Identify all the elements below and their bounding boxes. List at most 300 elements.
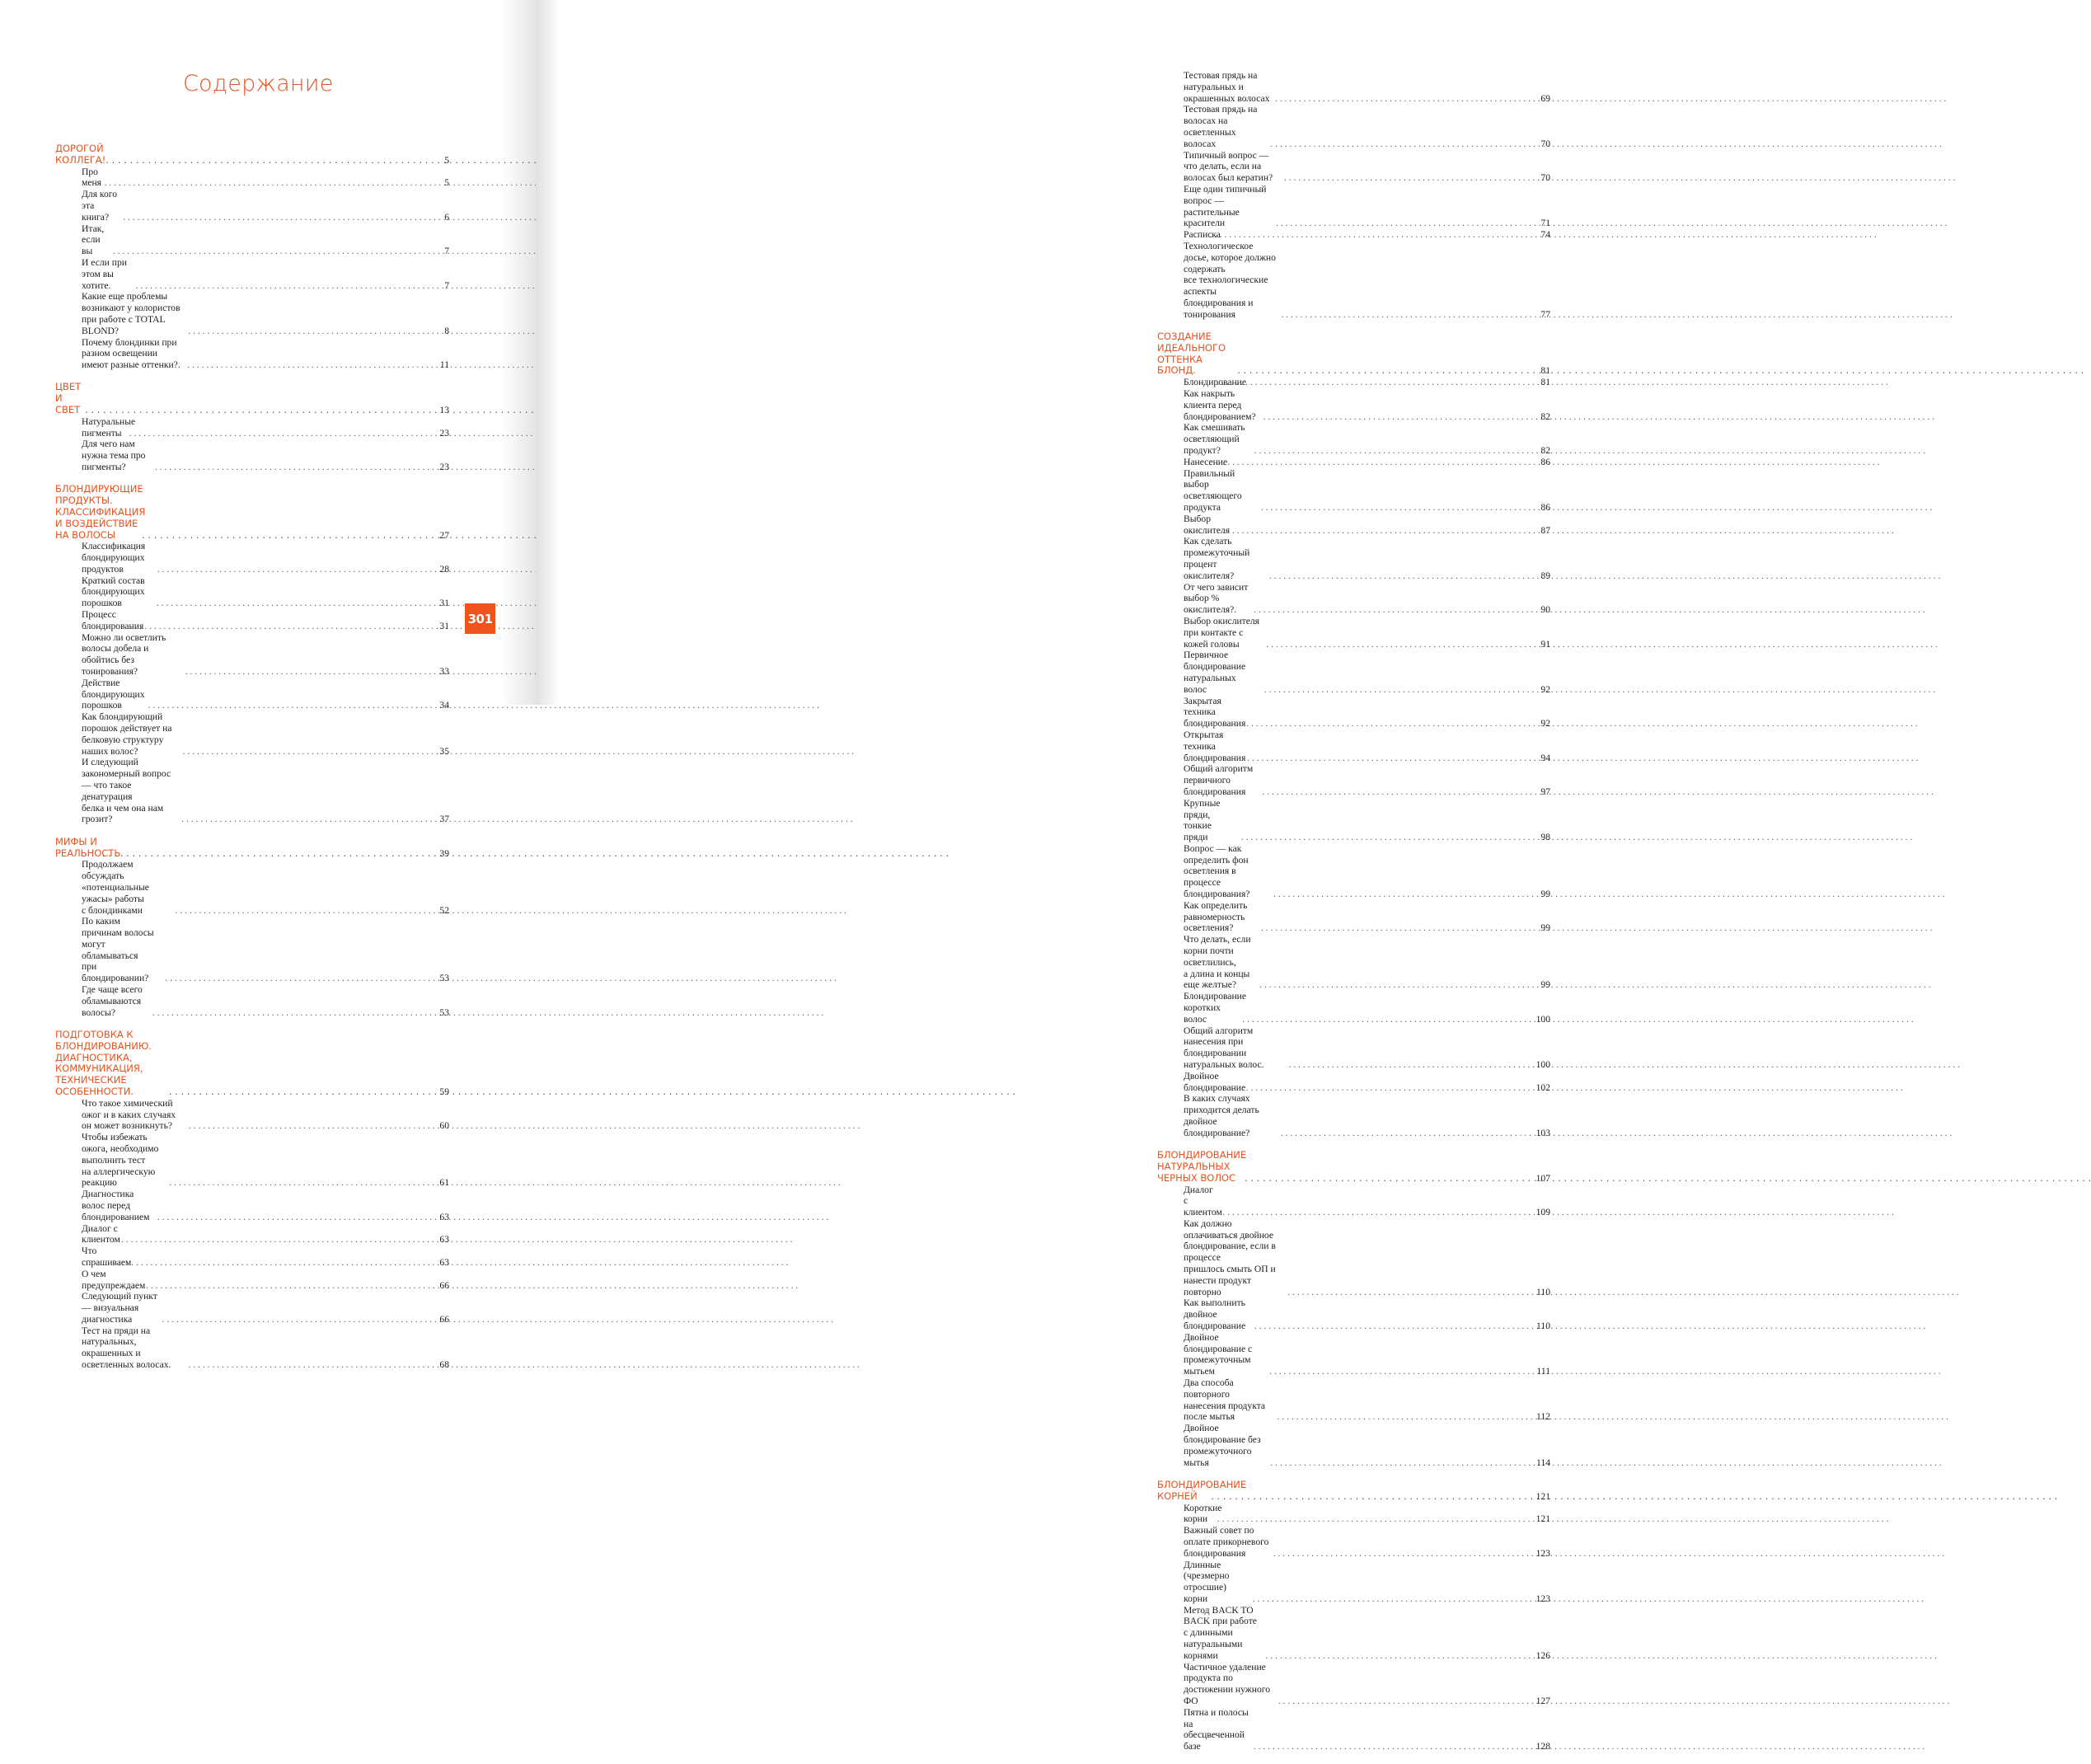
dot-leader: [118, 1234, 439, 1246]
entry-title-line: Про меня: [82, 166, 102, 189]
page-ref: 127: [1535, 1696, 1550, 1707]
entry-title-line: Натуральные пигменты: [82, 415, 136, 439]
entry-title: [1184, 377, 1247, 388]
dot-leader: [1258, 502, 1541, 514]
dot-leader: [1261, 684, 1541, 696]
entry-title-line: Как определить равномерность осветления?: [1184, 899, 1248, 934]
page-ref: 66: [439, 1279, 449, 1291]
page-ref: 37: [439, 814, 449, 825]
dot-leader: [1275, 1696, 1536, 1707]
page-ref: 69: [1540, 92, 1550, 104]
toc-entry[interactable]: [55, 167, 449, 190]
toc-entry[interactable]: [1157, 1297, 1550, 1331]
section-heading[interactable]: [1157, 1480, 1550, 1503]
entry-title: [82, 632, 182, 678]
toc-entry[interactable]: [55, 575, 449, 609]
entry-title-line: Классификация блондирующих продуктов: [82, 541, 146, 575]
toc-entry[interactable]: [55, 859, 449, 916]
dot-leader: [1266, 1366, 1536, 1377]
page-ref: 90: [1540, 604, 1550, 616]
dot-leader: [166, 1177, 439, 1189]
toc-entry[interactable]: [1157, 1332, 1550, 1377]
toc-entry[interactable]: [1157, 843, 1550, 900]
entry-title-line: Следующий пункт — визуальная диагностика: [82, 1291, 157, 1325]
dot-leader: [184, 359, 440, 371]
entry-title-line: Частичное удаление продукта по достижении нужного ФО: [1184, 1661, 1271, 1707]
entry-title-line: Диалог с клиентом: [1184, 1184, 1222, 1218]
section-title: [1157, 1478, 1247, 1503]
toc-entry[interactable]: [55, 337, 449, 371]
entry-title: [82, 337, 184, 371]
section-title: [55, 382, 82, 415]
page-ref: 70: [1540, 138, 1550, 149]
toc-entry[interactable]: [1157, 184, 1550, 229]
page-ref: 23: [439, 462, 449, 473]
entry-title-line: Продолжаем обсуждать «потенциальные ужасы» работы: [82, 859, 149, 904]
entry-title-line: Расписка: [1184, 229, 1221, 241]
page-ref: 107: [1535, 1172, 1550, 1184]
page-ref: 82: [1540, 411, 1550, 422]
toc-entry[interactable]: [55, 632, 449, 678]
section-heading[interactable]: [55, 143, 449, 167]
entry-title-line: Двойное блондирование с промежуточным мытьем: [1184, 1331, 1253, 1377]
section-heading[interactable]: [1157, 331, 1550, 377]
entry-title-line: Почему блондинки при разном освещении имеют разные оттенки?.: [82, 336, 181, 371]
section-heading[interactable]: [55, 837, 449, 860]
toc-entry[interactable]: [55, 291, 449, 336]
dot-leader: [1263, 639, 1540, 650]
toc-entry[interactable]: [1157, 1071, 1550, 1094]
entry-title: [1184, 798, 1238, 843]
toc-entry[interactable]: [1157, 1218, 1550, 1298]
entry-title-line: И следующий закономерный вопрос — что такое денатурация: [82, 757, 171, 802]
toc-entry[interactable]: [1157, 696, 1550, 730]
right-page-gutter-shadow: [536, 0, 560, 705]
toc-entry[interactable]: [1157, 798, 1550, 843]
entry-title: [82, 1098, 185, 1132]
entry-title-line: Нанесение: [1184, 456, 1228, 467]
page-ref: 87: [1540, 524, 1550, 536]
entry-title: [82, 1325, 185, 1371]
page-ref: 52: [439, 904, 449, 916]
dot-leader: [1267, 138, 1540, 150]
toc-entry[interactable]: [1157, 1707, 1550, 1752]
entry-title: [1184, 695, 1246, 730]
entry-title: [82, 575, 153, 609]
entry-title: [1184, 650, 1261, 695]
dot-leader: [185, 1120, 439, 1132]
toc-entry[interactable]: [1157, 150, 1550, 184]
entry-title: [1184, 468, 1258, 514]
entry-title: [82, 1132, 166, 1189]
entry-title: [1184, 1423, 1267, 1468]
entry-title-line: Блондирование: [1184, 377, 1247, 388]
entry-title: [82, 916, 162, 984]
entry-title: [82, 859, 171, 916]
page-ref: 63: [439, 1211, 449, 1222]
page-ref: 74: [1540, 229, 1550, 241]
entry-title: [1184, 1184, 1222, 1218]
section-title-line: ПОДГОТОВКА К БЛОНДИРОВАНИЮ. ДИАГНОСТИКА, КОММУНИКАЦИЯ,: [55, 1028, 152, 1075]
dot-leader: [1266, 570, 1541, 582]
toc-entry[interactable]: [1157, 536, 1550, 581]
entry-title: [82, 757, 178, 825]
entry-title-line: Какие еще проблемы возникают у колористов при работе с TOTAL: [82, 291, 181, 325]
page-ref: 23: [439, 427, 449, 439]
entry-title: [82, 439, 152, 472]
entry-title-line: Действие блондирующих порошков: [82, 677, 145, 711]
toc-entry[interactable]: [1157, 1560, 1550, 1605]
dot-leader: [1219, 525, 1540, 537]
section-heading[interactable]: [55, 484, 449, 541]
entry-title: [82, 167, 101, 190]
toc-entry[interactable]: [1157, 650, 1550, 695]
page-ref: 7: [444, 279, 449, 291]
toc-section: [55, 382, 449, 472]
dot-leader: [154, 564, 440, 575]
entry-title: [82, 291, 185, 336]
entry-title: [1184, 1707, 1250, 1752]
entry-title-line: белка и чем она нам грозит?: [82, 802, 164, 825]
toc-entry[interactable]: [1157, 388, 1550, 422]
dot-leader: [159, 1314, 440, 1325]
dot-leader: [1262, 1650, 1535, 1662]
page-ref: 102: [1535, 1081, 1550, 1093]
entry-title-line: Где чаще всего обламываются волосы?: [82, 984, 143, 1018]
page-ref: 121: [1535, 1513, 1550, 1525]
toc-section: [55, 484, 449, 825]
dot-leader: [1270, 889, 1540, 900]
page-ref: 92: [1540, 683, 1550, 695]
entry-title-line: Первичное блондирование натуральных волос: [1184, 650, 1246, 695]
dot-leader: [1207, 1491, 1535, 1503]
toc-entry[interactable]: [55, 439, 449, 472]
entry-title-line: с блондинками: [82, 904, 143, 916]
dot-leader: [1273, 218, 1540, 229]
dot-leader: [1238, 832, 1541, 843]
dot-leader: [1272, 93, 1541, 105]
toc-entry[interactable]: [1157, 1605, 1550, 1662]
toc-entry[interactable]: [1157, 1185, 1550, 1218]
page-ref: 28: [439, 563, 449, 575]
dot-leader: [185, 1359, 439, 1371]
toc-entry[interactable]: [1157, 1662, 1550, 1707]
toc-entry[interactable]: [1157, 934, 1550, 991]
page-ref: 66: [439, 1313, 449, 1325]
entry-title-line: Что такое химический ожог и в каких случаях он может возникнуть?: [82, 1097, 176, 1132]
toc-entry[interactable]: [1157, 1093, 1550, 1138]
toc-entry[interactable]: [55, 541, 449, 575]
page-ref: 114: [1536, 1457, 1550, 1468]
dot-leader: [1278, 1128, 1536, 1139]
dot-leader: [1241, 1173, 1536, 1185]
page-ref: 86: [1540, 456, 1550, 467]
entry-title: [1184, 1025, 1286, 1071]
page-ref: 5: [444, 177, 449, 189]
toc-entry[interactable]: [1157, 468, 1550, 514]
entry-title: [1184, 1662, 1275, 1707]
dot-leader: [1213, 377, 1540, 388]
entry-title: [1184, 388, 1260, 422]
dot-leader: [1278, 309, 1540, 321]
section-title-line: ТЕХНИЧЕСКИЕ ОСОБЕННОСТИ.: [55, 1074, 134, 1097]
entry-title-line: Блондирование коротких волос: [1184, 991, 1247, 1025]
page-ref: 92: [1540, 718, 1550, 730]
toc-entry[interactable]: [55, 1291, 449, 1325]
toc-entry[interactable]: [55, 678, 449, 711]
dot-leader: [162, 973, 439, 984]
dot-leader: [185, 326, 444, 337]
entry-title-line: Метод BACK TO BACK при работе с длинными: [1184, 1604, 1257, 1639]
toc-entry[interactable]: [1157, 730, 1550, 763]
dot-leader: [96, 155, 444, 167]
entry-title-line: Для кого эта книга?: [82, 189, 118, 223]
dot-leader: [110, 246, 444, 257]
entry-title-line: BLOND?: [82, 325, 120, 336]
section-title-line: БЛОНДИРУЮЩИЕ ПРОДУКТЫ.: [55, 483, 143, 507]
toc-entry[interactable]: [1157, 1525, 1550, 1559]
entry-title-line: Короткие корни: [1184, 1502, 1222, 1525]
entry-title: [82, 711, 180, 757]
toc-entry[interactable]: [1157, 582, 1550, 616]
section-title: [1157, 331, 1234, 377]
toc-entry[interactable]: [55, 257, 449, 291]
dot-leader: [154, 1212, 440, 1223]
section-title-line: БЛОНДИРОВАНИЕ КОРНЕЙ: [1157, 1478, 1247, 1502]
entry-title-line: Как смешивать осветляющий продукт?: [1184, 422, 1245, 456]
entry-title: [82, 1291, 159, 1325]
dot-leader: [126, 428, 440, 439]
section-title-line: БЛОНДИРОВАНИЕ НАТУРАЛЬНЫХ ЧЕРНЫХ ВОЛОС: [1157, 1149, 1247, 1184]
entry-title-line: О чем предупреждаем: [82, 1268, 146, 1291]
entry-title-line: Двойное блондирование: [1184, 1070, 1246, 1093]
page-ref: 59: [439, 1086, 449, 1097]
dot-leader: [1219, 1207, 1535, 1218]
entry-title: [82, 609, 144, 632]
entry-title: [1184, 184, 1273, 229]
page-ref: 81: [1540, 365, 1550, 377]
dot-leader: [133, 280, 445, 292]
entry-title-line: Можно ли осветлить волосы добела и обойтись без тонирования?: [82, 631, 166, 678]
entry-title: [1184, 456, 1228, 468]
left-page: [0, 0, 536, 1371]
entry-title: [82, 1246, 132, 1269]
section-heading[interactable]: [1157, 1150, 1550, 1184]
entry-title: [1184, 616, 1263, 650]
page-ref: 6: [444, 211, 449, 223]
page-ref: 33: [439, 666, 449, 678]
toc-section: [55, 837, 449, 1019]
entry-title-line: Для чего нам нужна тема про пигменты?: [82, 439, 146, 473]
dot-leader: [1214, 1513, 1536, 1525]
toc-entry[interactable]: [1157, 229, 1550, 241]
page-ref: 89: [1540, 570, 1550, 581]
toc-entry[interactable]: [1157, 991, 1550, 1025]
toc-entry[interactable]: [55, 189, 449, 223]
dot-leader: [152, 462, 440, 473]
entry-title: [1184, 991, 1247, 1025]
toc-entry[interactable]: [55, 223, 449, 257]
entry-title-line: Процесс блондирования: [82, 609, 144, 631]
toc-entry[interactable]: [1157, 616, 1550, 650]
toc-entry[interactable]: [55, 609, 449, 632]
toc-entry[interactable]: [1157, 1423, 1550, 1468]
entry-title: [1184, 241, 1278, 321]
dot-leader: [1205, 457, 1540, 468]
toc-entry[interactable]: [1157, 457, 1550, 468]
dot-leader: [1202, 229, 1540, 241]
page-ref: 60: [439, 1120, 449, 1132]
page-ref: 91: [1540, 638, 1550, 650]
entry-title-line: От чего зависит выбор % окислителя?.: [1184, 581, 1249, 616]
entry-title: [1184, 229, 1221, 241]
toc-entry[interactable]: [1157, 104, 1550, 149]
dot-leader: [1274, 1411, 1536, 1423]
section-heading[interactable]: [55, 1030, 449, 1098]
section-title-line: МИФЫ И РЕАЛЬНОСТЬ: [55, 835, 121, 859]
entry-title: [1184, 536, 1266, 581]
section-title-line: ДОРОГОЙ КОЛЛЕГА!: [55, 143, 106, 166]
entry-title-line: Важный совет по оплате прикорневого блондирования: [1184, 1525, 1269, 1559]
dot-leader: [1243, 718, 1540, 730]
page-ref: 27: [439, 529, 449, 541]
entry-title-line: Диагностика волос перед блондированием: [82, 1189, 150, 1222]
entry-title-line: Открытая техника блондирования: [1184, 729, 1246, 763]
page-ref: 31: [439, 598, 449, 609]
entry-title-line: а длина и концы еще желтые?: [1184, 968, 1250, 991]
section-title-line: КЛАССИФИКАЦИЯ И ВОЗДЕЙСТВИЕ НА ВОЛОСЫ: [55, 505, 146, 541]
toc-entry[interactable]: [1157, 1025, 1550, 1071]
page-ref: 103: [1535, 1127, 1550, 1138]
section-title: [55, 483, 146, 541]
entry-title-line: Крупные пряди, тонкие пряди: [1184, 797, 1221, 843]
entry-title: [1184, 513, 1231, 537]
toc-entry[interactable]: [1157, 900, 1550, 934]
toc-entry[interactable]: [55, 711, 449, 757]
page-ref: 123: [1535, 1547, 1550, 1559]
page-ref: 109: [1535, 1207, 1550, 1218]
entry-title-line: Вопрос — как определить фон осветления в процессе: [1184, 842, 1249, 889]
toc-entry[interactable]: [1157, 514, 1550, 537]
entry-title-line: Общий алгоритм нанесения при блондировании натуральных волос.: [1184, 1025, 1264, 1071]
page-ref: 31: [439, 620, 449, 631]
entry-title-line: при блондировании?: [82, 961, 149, 984]
toc-section: [1157, 331, 1550, 1139]
entry-title: [1184, 582, 1250, 616]
entry-title-line: Как выполнить двойное блондирование: [1184, 1297, 1246, 1332]
entry-title-line: натуральными корнями: [1184, 1639, 1243, 1661]
dot-leader: [1258, 922, 1540, 934]
page-ref: 110: [1536, 1321, 1550, 1332]
dot-leader: [127, 621, 439, 632]
page-ref: 99: [1540, 922, 1550, 934]
dot-leader: [114, 1257, 440, 1269]
dot-leader: [1249, 1593, 1536, 1605]
page-number-badge: 301: [465, 603, 495, 634]
toc-entry[interactable]: [1157, 1503, 1550, 1526]
section-title-line: ЦВЕТ И СВЕТ: [55, 381, 82, 416]
page-ref: 100: [1535, 1059, 1550, 1071]
entry-title: [1184, 1332, 1266, 1377]
dot-leader: [180, 746, 440, 758]
entry-title: [1184, 1560, 1249, 1605]
dot-leader: [1244, 753, 1540, 764]
page-ref: 39: [439, 847, 449, 859]
entry-title: [1184, 1525, 1270, 1559]
toc-entry[interactable]: [1157, 1377, 1550, 1423]
entry-title-line: Выбор окислителя при контакте с кожей головы: [1184, 615, 1260, 650]
dot-leader: [120, 212, 444, 223]
entry-title-line: Длинные (чрезмерно отросшие) корни: [1184, 1559, 1230, 1604]
dot-leader: [1260, 411, 1541, 423]
page-ref: 5: [444, 154, 449, 166]
toc-entry[interactable]: [55, 1223, 449, 1246]
dot-leader: [124, 1280, 440, 1292]
toc-entry[interactable]: [55, 1132, 449, 1189]
toc-entry[interactable]: [1157, 241, 1550, 321]
toc-entry[interactable]: [55, 1269, 449, 1292]
page-ref: 123: [1535, 1593, 1550, 1604]
dot-leader: [1259, 786, 1540, 798]
page-ref: 7: [444, 246, 449, 257]
page-ref: 34: [439, 700, 449, 711]
page-ref: 94: [1540, 752, 1550, 763]
entry-title-line: Тестовая прядь на натуральных и окрашенных волосах: [1184, 70, 1270, 104]
page-ref: 100: [1535, 1013, 1550, 1025]
entry-title-line: на аллергическую реакцию: [82, 1166, 156, 1189]
toc-section: [1157, 70, 1550, 321]
entry-title-line: Двойное блондирование без промежуточного мытья: [1184, 1423, 1261, 1468]
toc-entry[interactable]: [55, 984, 449, 1018]
toc-entry[interactable]: [55, 757, 449, 825]
dot-leader: [145, 700, 440, 711]
entry-title: [1184, 763, 1259, 797]
toc-entry[interactable]: [55, 1098, 449, 1132]
toc-entry[interactable]: [55, 416, 449, 439]
section-heading[interactable]: [55, 382, 449, 415]
entry-title: [1184, 1502, 1222, 1526]
section-title: [55, 1030, 166, 1098]
page-ref: 68: [439, 1359, 449, 1371]
entry-title-line: Как накрыть клиента перед блондированием?: [1184, 388, 1256, 422]
entry-title: [82, 678, 145, 711]
toc-entry[interactable]: [55, 1246, 449, 1269]
dot-leader: [1256, 979, 1540, 991]
entry-title: [82, 415, 136, 439]
entry-title-line: Правильный выбор осветляющего продукта: [1184, 467, 1242, 513]
toc-entry[interactable]: [1157, 377, 1550, 388]
entry-title-line: блондирования?: [1184, 889, 1250, 900]
page-ref: 99: [1540, 979, 1550, 991]
dot-leader: [99, 848, 439, 860]
toc-entry[interactable]: [55, 1189, 449, 1222]
toc-entry[interactable]: [55, 1325, 449, 1371]
toc-entry[interactable]: [55, 916, 449, 984]
dot-leader: [153, 598, 440, 609]
page-ref: 53: [439, 1006, 449, 1018]
entry-title-line: пришлось смыть ОП и нанести продукт повторно: [1184, 1264, 1276, 1297]
toc-entry[interactable]: [1157, 422, 1550, 456]
entry-title: [82, 257, 133, 291]
toc-entry[interactable]: [1157, 70, 1550, 104]
page-ref: 53: [439, 973, 449, 984]
entry-title: [1184, 422, 1251, 456]
toc-entry[interactable]: [1157, 763, 1550, 797]
entry-title-line: Еще один типичный вопрос — растительные красители: [1184, 183, 1267, 229]
entry-title: [1184, 1093, 1278, 1138]
page-ref: 110: [1536, 1286, 1550, 1297]
entry-title-line: Выбор окислителя: [1184, 513, 1231, 536]
